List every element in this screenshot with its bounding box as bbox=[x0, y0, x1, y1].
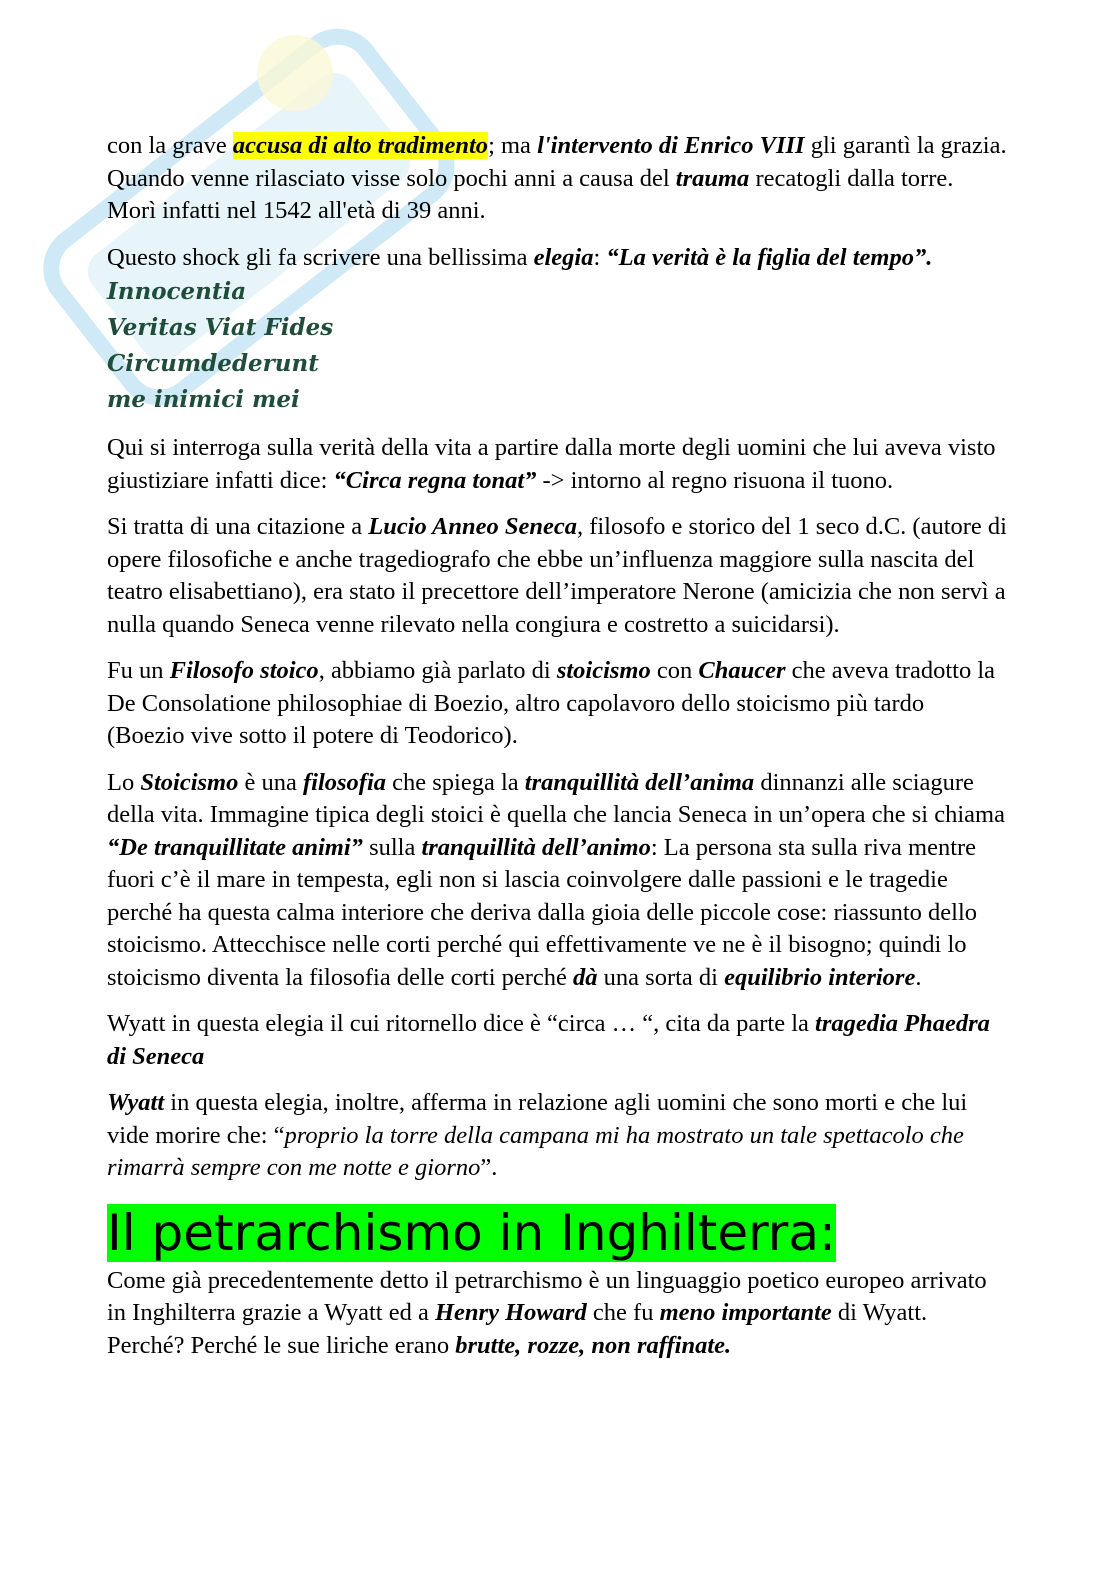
paragraph-5: Fu un Filosofo stoico, abbiamo già parlato di stoicismo con Chaucer che aveva tradotto la De Consolatione philosophiae di Boezio, altro capolavoro dello stoicismo più tardo (Boezio vive sotto il potere di Teodorico). bbox=[107, 657, 996, 749]
paragraph-8: Wyatt in questa elegia, inoltre, afferma in relazione agli uomini che sono morti e che lui vide morire che: “proprio la torre della campana mi ha mostrato un tale spettacolo che rimarrà sempre con me notte e giorno”. bbox=[107, 1089, 968, 1181]
paragraph-6: Lo Stoicismo è una filosofia che spiega la tranquillità dell’anima dinnanzi alle sciagure della vita. Immagine tipica degli stoici è quella che lancia Seneca in un’opera che si chiama “De tranquillitate animi” sulla tranquillità dell’animo: La persona sta sulla riva mentre fuori c’è il mare in tempesta, egli non si lascia coinvolgere dalle passioni e le tragedie perché ha questa calma interiore che deriva dalla gioia delle piccole cose: riassunto dello stoicismo. Attecchisce nelle corti perché qui effettivamente ve ne è il bisogno; quindi lo stoicismo diventa la filosofia delle corti perché dà una sorta di equilibrio interiore. bbox=[107, 768, 1005, 991]
paragraph-2: Questo shock gli fa scrivere una bellissima elegia: “La verità è la figlia del tempo”. bbox=[107, 243, 933, 271]
poem-line: me inimici mei bbox=[107, 386, 300, 413]
paragraph-1: con la grave accusa di alto tradimento; ma l'intervento di Enrico VIII gli garantì la grazia. Quando venne rilasciato visse solo pochi anni a causa del trauma recatogli dalla torre. Morì infatti nel 1542 all'età di 39 anni. bbox=[107, 132, 1007, 224]
paragraph-9: Come già precedentemente detto il petrarchismo è un linguaggio poetico europeo arrivato in Inghilterra grazie a Wyatt ed a Henry Howard che fu meno importante di Wyatt. Perché? Perché le sue liriche erano brutte, rozze, non raffinate. bbox=[107, 1266, 987, 1359]
paragraph-4: Si tratta di una citazione a Lucio Anneo Seneca, filosofo e storico del 1 seco d.C. (autore di opere filosofiche e anche tragediografo che ebbe un’influenza maggiore sulla nascita del teatro elisabettiano), era stato il precettore dell’imperatore Nerone (amicizia che non servì a nulla quando Seneca venne rilevato nella congiura e costretto a suicidarsi). bbox=[107, 513, 1007, 638]
poem-line: Veritas Viat Fides bbox=[107, 314, 334, 341]
poem-line: Circumdederunt bbox=[107, 350, 319, 377]
paragraph-3: Qui si interroga sulla verità della vita a partire dalla morte degli uomini che lui aveva visto giustiziare infatti dice: “Circa regna tonat” -> intorno al regno risuona il tuono. bbox=[107, 434, 996, 494]
poem-line: Innocentia bbox=[107, 278, 247, 305]
document-body bbox=[107, 130, 1007, 1376]
highlighted-phrase: accusa di alto tradimento bbox=[232, 132, 489, 159]
section-heading: Il petrarchismo in Inghilterra: bbox=[107, 1203, 836, 1262]
paragraph-7: Wyatt in questa elegia il cui ritornello dice è “circa … “, cita da parte la tragedia Phaedra di Seneca bbox=[107, 1010, 990, 1070]
poem-verse bbox=[107, 274, 1007, 418]
